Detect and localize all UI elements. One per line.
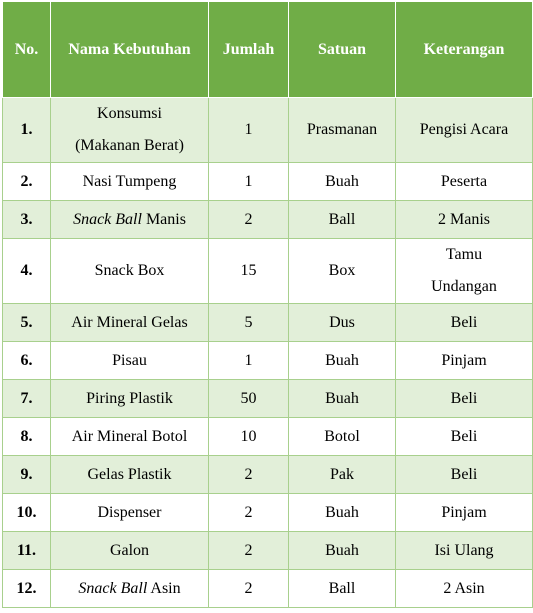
item-quantity: 2: [209, 201, 289, 239]
item-name: [51, 98, 209, 163]
table-row: [3, 570, 533, 608]
item-name-rest: Manis: [141, 210, 186, 228]
item-quantity: 2: [209, 532, 289, 570]
item-note: [396, 239, 533, 304]
item-name: Pisau: [51, 342, 209, 380]
needs-table: [2, 1, 533, 608]
item-unit: Botol: [289, 418, 396, 456]
item-name-italic: Snack Ball: [73, 210, 142, 228]
row-number: 7.: [3, 380, 51, 418]
item-note: Isi Ulang: [396, 532, 533, 570]
header-row: [3, 2, 533, 98]
item-name: Air Mineral Botol: [51, 418, 209, 456]
table-row: [3, 456, 533, 494]
table-row: [3, 98, 533, 163]
item-name: Snack Box: [51, 239, 209, 304]
item-note: Beli: [396, 304, 533, 342]
header-jumlah: Jumlah: [209, 2, 289, 98]
row-number: 3.: [3, 201, 51, 239]
item-unit: Buah: [289, 532, 396, 570]
item-quantity: 50: [209, 380, 289, 418]
item-name-rest: Asin: [147, 579, 181, 597]
row-number: 6.: [3, 342, 51, 380]
item-unit: Prasmanan: [289, 98, 396, 163]
item-name-line-2: (Makanan Berat): [75, 137, 184, 154]
item-unit: Buah: [289, 163, 396, 201]
item-note: 2 Manis: [396, 201, 533, 239]
item-quantity: 2: [209, 570, 289, 608]
table-row: [3, 532, 533, 570]
item-name-italic: Snack Ball: [78, 579, 148, 597]
item-quantity: 2: [209, 494, 289, 532]
header-nama-kebutuhan: Nama Kebutuhan: [51, 2, 209, 98]
item-quantity: 1: [209, 98, 289, 163]
item-name: Gelas Plastik: [51, 456, 209, 494]
item-name: Galon: [51, 532, 209, 570]
item-quantity: 2: [209, 456, 289, 494]
header-satuan: Satuan: [289, 2, 396, 98]
item-unit: Pak: [289, 456, 396, 494]
table-row: [3, 304, 533, 342]
table-row: [3, 201, 533, 239]
table-header: [3, 2, 533, 98]
item-note: Beli: [396, 456, 533, 494]
item-quantity: 1: [209, 163, 289, 201]
item-note: Pinjam: [396, 342, 533, 380]
row-number: 4.: [3, 239, 51, 304]
row-number: 8.: [3, 418, 51, 456]
item-name: [51, 570, 209, 608]
table-row: [3, 239, 533, 304]
item-note: Beli: [396, 380, 533, 418]
row-number: 2.: [3, 163, 51, 201]
table-body: [3, 98, 533, 608]
item-note: Beli: [396, 418, 533, 456]
item-quantity: 1: [209, 342, 289, 380]
row-number: 12.: [3, 570, 51, 608]
row-number: 10.: [3, 494, 51, 532]
item-name: Nasi Tumpeng: [51, 163, 209, 201]
item-note: Pinjam: [396, 494, 533, 532]
header-keterangan: Keterangan: [396, 2, 533, 98]
row-number: 5.: [3, 304, 51, 342]
item-unit: Buah: [289, 494, 396, 532]
item-note-line-2: Undangan: [431, 278, 497, 295]
item-name: Air Mineral Gelas: [51, 304, 209, 342]
item-note-line-1: Tamu: [445, 246, 483, 263]
item-unit: Buah: [289, 380, 396, 418]
row-number: 1.: [3, 98, 51, 163]
item-note: 2 Asin: [396, 570, 533, 608]
item-name: Dispenser: [51, 494, 209, 532]
item-quantity: 5: [209, 304, 289, 342]
item-unit: Box: [289, 239, 396, 304]
item-note: Pengisi Acara: [396, 98, 533, 163]
header-no: No.: [3, 2, 51, 98]
item-name: [51, 201, 209, 239]
table-row: [3, 342, 533, 380]
item-unit: Ball: [289, 570, 396, 608]
row-number: 11.: [3, 532, 51, 570]
item-unit: Ball: [289, 201, 396, 239]
table-row: [3, 380, 533, 418]
row-number: 9.: [3, 456, 51, 494]
item-unit: Buah: [289, 342, 396, 380]
item-quantity: 15: [209, 239, 289, 304]
item-quantity: 10: [209, 418, 289, 456]
item-note: Peserta: [396, 163, 533, 201]
item-name: Piring Plastik: [51, 380, 209, 418]
table-row: [3, 494, 533, 532]
table-row: [3, 163, 533, 201]
item-unit: Dus: [289, 304, 396, 342]
table-row: [3, 418, 533, 456]
item-name-line-1: Konsumsi: [97, 105, 162, 122]
